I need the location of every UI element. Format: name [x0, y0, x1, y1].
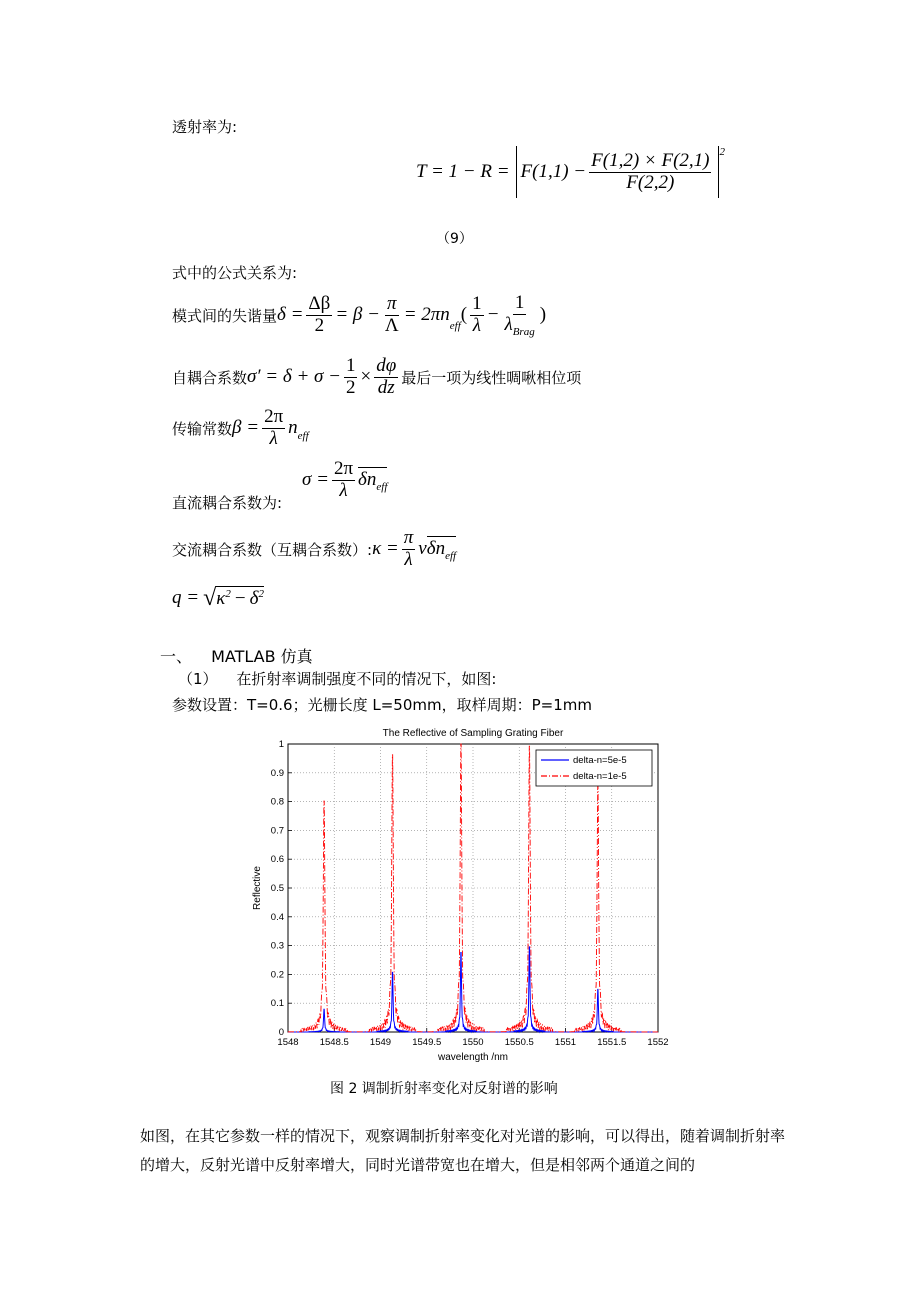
Lambda: Λ	[384, 314, 399, 336]
sigma-prime: σ′ = δ + σ −	[247, 366, 341, 387]
item-1	[178, 668, 496, 689]
formula-t-lhs: T = 1 − R =	[416, 161, 510, 182]
ac-coupling-label: 交流耦合系数（互耦合系数）:	[172, 540, 373, 559]
v: v	[418, 538, 427, 559]
one1: 1	[472, 292, 482, 314]
x-tick-label: 1551.5	[597, 1037, 627, 1048]
delta-symbol: δ =	[277, 304, 304, 325]
chart-title: The Reflective of Sampling Grating Fiber	[382, 728, 564, 739]
one2: 1	[514, 291, 525, 313]
x-tick-label: 1552	[647, 1037, 669, 1048]
exp1: 2	[225, 588, 231, 600]
fraction-f	[589, 151, 711, 194]
propagation-label: 传输常数	[172, 419, 233, 438]
lambda: λ	[269, 427, 278, 449]
equation-number: （9）	[436, 231, 473, 247]
dc-coupling-label: 直流耦合系数为:	[172, 494, 283, 512]
twopi: 2π	[333, 457, 354, 479]
formula-dc-coupling	[302, 456, 387, 504]
one: 1	[345, 354, 356, 376]
detuning-label: 模式间的失谐量	[172, 306, 278, 325]
q-lhs: q =	[172, 587, 200, 608]
two: 2	[345, 376, 356, 398]
dn: δn	[358, 469, 377, 491]
dn: δn	[426, 538, 446, 560]
minus: −	[234, 588, 246, 609]
y-tick-label: 0.1	[270, 998, 284, 1010]
y-tick-label: 0.9	[270, 767, 284, 779]
lambda1: λ	[472, 314, 481, 336]
abs-value	[516, 146, 720, 198]
lambda2: λ	[504, 313, 513, 335]
transmittance-label: 透射率为:	[172, 118, 238, 136]
eff: eff	[376, 480, 388, 493]
x-tick-label: 1549	[369, 1037, 392, 1048]
y-axis-label: Reflective	[252, 866, 263, 910]
y-tick-label: 0.4	[270, 911, 284, 923]
item-text: 在折射率调制强度不同的情况下，如图:	[236, 670, 497, 688]
dz: dz	[377, 376, 395, 398]
x-tick-label: 1548.5	[319, 1037, 349, 1048]
heading-number: 一、	[160, 647, 193, 666]
self-coupling-label: 自耦合系数	[172, 368, 248, 387]
pi: π	[387, 292, 397, 314]
legend	[536, 750, 652, 786]
x-tick-label: 1551	[554, 1037, 577, 1048]
y-tick-label: 0	[278, 1027, 284, 1038]
formula-q: q = √ κ $^2$ − δ $^2$	[172, 584, 264, 611]
legend-label-1: delta-n=5e-5	[573, 755, 627, 766]
exponent: 2	[719, 146, 725, 158]
lambda: λ	[404, 548, 413, 570]
mid: = β −	[335, 304, 380, 325]
kappa: κ =	[372, 538, 399, 559]
eff: eff	[449, 320, 461, 332]
radicand	[216, 586, 264, 610]
lambda: λ	[339, 479, 348, 501]
formula-self-coupling	[172, 352, 581, 402]
frac-num: F(1,2) × F(2,1)	[591, 149, 710, 171]
x-tick-label: 1550.5	[504, 1037, 534, 1048]
exp2: 2	[258, 588, 264, 600]
y-tick-label: 0.6	[270, 854, 284, 866]
dbeta: Δβ	[308, 292, 331, 314]
pi: π	[403, 526, 414, 548]
x-tick-label: 1548	[277, 1037, 299, 1048]
formula-transmittance	[416, 146, 725, 198]
legend-label-2: delta-n=1e-5	[573, 771, 627, 782]
twopi: 2π	[264, 405, 284, 427]
formula-ac-coupling	[172, 524, 456, 574]
y-tick-label: 0.3	[270, 940, 284, 952]
x-axis-label: wavelength /nm	[437, 1052, 509, 1063]
item-number: （1）	[178, 670, 218, 688]
chirp-note: 最后一项为线性啁啾相位项	[401, 368, 582, 387]
frac-den: F(2,2)	[626, 171, 675, 193]
y-tick-label: 0.2	[270, 969, 284, 981]
delta-sq: δ	[249, 588, 259, 609]
f11: F(1,1) −	[520, 161, 587, 182]
minus: −	[486, 304, 500, 325]
section-heading	[160, 644, 313, 667]
eff: eff	[297, 430, 309, 442]
n: n	[288, 417, 298, 438]
brag: Brag	[512, 325, 535, 338]
formula-propagation	[172, 404, 309, 452]
sigma: σ =	[302, 469, 329, 490]
params: 参数设置：T=0.6；光栅长度 L=50mm，取样周期：P=1mm	[172, 696, 592, 714]
figure-caption: 图 2 调制折射率变化对反射谱的影响	[330, 1081, 558, 1097]
y-tick-label: 0.7	[270, 825, 284, 837]
eff: eff	[445, 549, 457, 562]
reflection-spectrum-chart	[246, 720, 676, 1068]
times: ×	[360, 366, 372, 387]
rhs: = 2πn	[403, 304, 450, 325]
body-paragraph: 如图，在其它参数一样的情况下，观察调制折射率变化对光谱的影响，可以得出，随着调制折射率的增大，反射光谱中反射率增大，同时光谱带宽也在增大，但是相邻两个通道之间的	[140, 1127, 786, 1174]
y-tick-label: 0.8	[270, 796, 284, 808]
kappa-sq: κ	[216, 588, 226, 609]
x-tick-label: 1550	[462, 1037, 484, 1048]
dphi: dφ	[376, 354, 397, 376]
y-tick-label: 0.5	[270, 883, 284, 894]
formula-detuning: 模式间的失谐量 δ = $\frac{\Delta\beta}{2}$ = β − $\frac{\pi}{\Lambda}$ = 2πn $_{eff}$ ( $\frac{1}{\lambda}$ − $\frac{1}{\lambda_{Brag}}$ )	[172, 291, 547, 338]
relations-label: 式中的公式关系为:	[172, 264, 298, 282]
beta: β =	[232, 417, 260, 438]
two: 2	[314, 314, 325, 336]
x-tick-label: 1549.5	[412, 1037, 442, 1048]
heading-text: MATLAB 仿真	[211, 647, 313, 666]
y-tick-label: 1	[278, 739, 284, 750]
